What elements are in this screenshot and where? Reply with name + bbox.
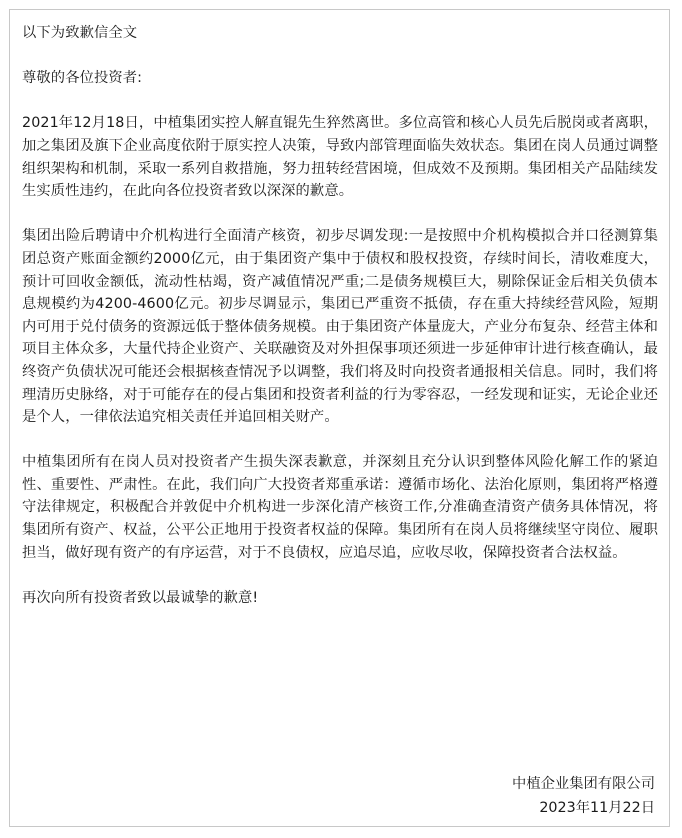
signature-date: 2023年11月22日 bbox=[539, 800, 655, 816]
intro-line: 以下为致歉信全文 bbox=[22, 25, 138, 41]
closing-line: 再次向所有投资者致以最诚挚的歉意! bbox=[22, 589, 259, 606]
signature-block bbox=[512, 772, 655, 820]
paragraph-1: 2021年12月18日，中植集团实控人解直锟先生猝然离世。多位高管和核心人员先后脱岗或者离职，加之集团及旗下企业高度依附于原实控人决策，导致内部管理面临失效状态。集团在岗人员通过调整组织架构和机制，采取一系列自救措施，努力扭转经营困境，但成效不及预期。集团相关产品陆续发生实质性违约，在此向各位投资者致以深深的歉意。 bbox=[22, 115, 658, 200]
signature-company: 中植企业集团有限公司 bbox=[512, 776, 655, 792]
letter-body bbox=[22, 22, 658, 632]
letter-frame bbox=[9, 9, 670, 827]
paragraph-3: 中植集团所有在岗人员对投资者产生损失深表歉意，并深刻且充分认识到整体风险化解工作的紧迫性、重要性、严肃性。在此，我们向广大投资者郑重承诺：遵循市场化、法治化原则，集团将严格遵守法律规定，积极配合并敦促中介机构进一步深化清产核资工作,分准确查清资产债务具体情况，将集团所有资产、权益，公平公正地用于投资者权益的保障。集团所有在岗人员将继续坚守岗位、履职担当，做好现有资产的有序运营，对于不良债权，应追尽追，应收尽收，保障投资者合法权益。 bbox=[22, 454, 658, 561]
salutation: 尊敬的各位投资者: bbox=[22, 70, 143, 87]
paragraph-2: 集团出险后聘请中介机构进行全面清产核资，初步尽调发现:一是按照中介机构模拟合并口径测算集团总资产账面金额约2000亿元，由于集团资产集中于债权和股权投资，存续时间长，清收难度大，预计可回收金额低，流动性枯竭，资产减值情况严重;二是债务规模巨大，剔除保证金后相关负债本息规模约为4200-4600亿元。初步尽调显示，集团已严重资不抵债，存在重大持续经营风险，短期内可用于兑付债务的资源远低于整体债务规模。由于集团资产体量庞大，产业分布复杂、经营主体和项目主体众多，大量代持企业资产、关联融资及对外担保事项还须进一步延伸审计进行核查确认，最终资产负债状况可能还会根据核查情况予以调整，我们将及时向投资者通报相关信息。同时，我们将理清历史脉络，对于可能存在的侵占集团和投资者利益的行为零容忍，一经发现和证实，无论企业还是个人，一律依法追究相关责任并追回相关财产。 bbox=[22, 228, 658, 426]
